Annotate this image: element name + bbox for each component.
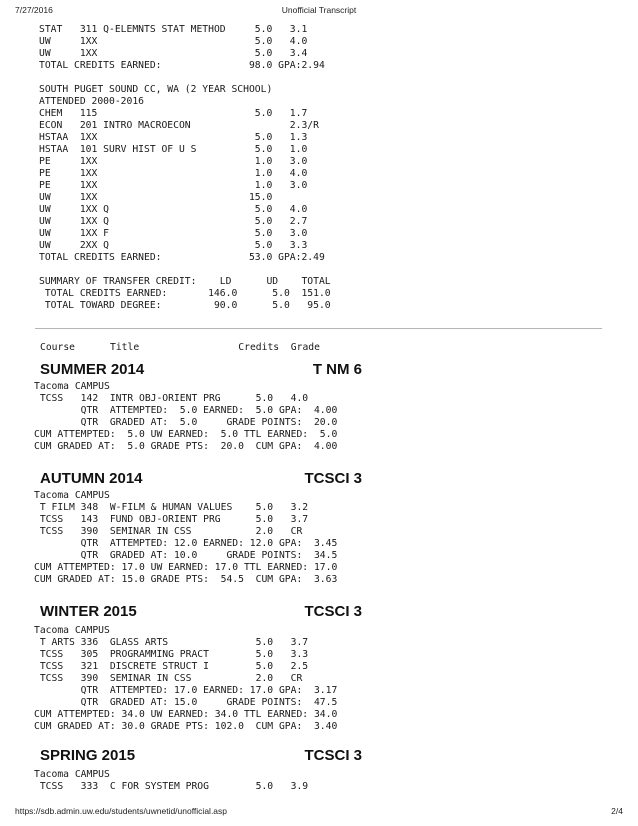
quarter-block-winter-2015: Tacoma CAMPUS T ARTS 336 GLASS ARTS 5.0 3.7 TCSS 305 PROGRAMMING PRACT 5.0 3.3 TCSS 321 DISCRETE STRUCT I 5.0 2.5 TCSS 390 SEMINAR IN CSS 2.0 CR QTR ATTEMPTED: 17.0 EARNED: 17.0 GPA: 3.17 QTR GRADED AT: 15.0 GRADE POINTS: 47.5 CUM ATTEMPTED: 34.0 UW EARNED: 34.0 TTL EARNED: 34.0 CUM GRADED AT: 30.0 GRADE PTS: 102.0 CUM GPA: 3.40 bbox=[34, 625, 338, 732]
quarter-major: TCSCI 3 bbox=[304, 603, 362, 620]
print-footer bbox=[0, 806, 638, 818]
quarter-term: SUMMER 2014 bbox=[40, 361, 145, 378]
print-header bbox=[0, 5, 638, 17]
course-column-header: Course Title Credits Grade bbox=[40, 342, 320, 353]
quarter-heading-summer-2014 bbox=[40, 361, 362, 381]
quarter-term: AUTUMN 2014 bbox=[40, 470, 143, 487]
page-number: 2/4 bbox=[611, 806, 623, 816]
quarter-term: SPRING 2015 bbox=[40, 747, 136, 764]
quarter-major: TCSCI 3 bbox=[304, 747, 362, 764]
quarter-major: T NM 6 bbox=[312, 361, 362, 378]
quarter-block-autumn-2014: Tacoma CAMPUS T FILM 348 W-FILM & HUMAN VALUES 5.0 3.2 TCSS 143 FUND OBJ-ORIENT PRG 5.0 3.7 TCSS 390 SEMINAR IN CSS 2.0 CR QTR ATTEMPTED: 12.0 EARNED: 12.0 GPA: 3.45 QTR GRADED AT: 10.0 GRADE POINTS: 34.5 CUM ATTEMPTED: 17.0 UW EARNED: 17.0 TTL EARNED: 17.0 CUM GRADED AT: 15.0 GRADE PTS: 54.5 CUM GPA: 3.63 bbox=[34, 490, 338, 585]
transfer-credit-block: STAT 311 Q-ELEMNTS STAT METHOD 5.0 3.1 UW 1XX 5.0 4.0 UW 1XX 5.0 3.4 TOTAL CREDITS EARNED: 98.0 GPA:2.94 SOUTH PUGET SOUND CC, WA (2 YEAR SCHOOL) ATTENDED 2000-2016 CHEM 115 5.0 1.7 ECON 201 INTRO MACROECON 2.3/R HSTAA 1XX 5.0 1.3 HSTAA 101 SURV HIST OF U S 5.0 1.0 PE 1XX 1.0 3.0 PE 1XX 1.0 4.0 PE 1XX 1.0 3.0 UW 1XX 15.0 UW 1XX Q 5.0 4.0 UW 1XX Q 5.0 2.7 UW 1XX F 5.0 3.0 UW 2XX Q 5.0 3.3 TOTAL CREDITS EARNED: 53.0 GPA:2.49 SUMMARY OF TRANSFER CREDIT: LD UD TOTAL TOTAL CREDITS EARNED: 146.0 5.0 151.0 TOTAL TOWARD DEGREE: 90.0 5.0 95.0 bbox=[39, 24, 331, 311]
page-url-link[interactable]: https://sdb.admin.uw.edu/students/uwnetid/unofficial.asp bbox=[15, 806, 228, 816]
quarter-heading-winter-2015 bbox=[40, 603, 362, 623]
section-divider bbox=[35, 328, 602, 329]
quarter-heading-autumn-2014 bbox=[40, 470, 362, 490]
quarter-heading-spring-2015 bbox=[40, 747, 362, 767]
quarter-term: WINTER 2015 bbox=[40, 603, 137, 620]
quarter-block-spring-2015: Tacoma CAMPUS TCSS 333 C FOR SYSTEM PROG 5.0 3.9 bbox=[34, 769, 309, 792]
quarter-block-summer-2014: Tacoma CAMPUS TCSS 142 INTR OBJ-ORIENT PRG 5.0 4.0 QTR ATTEMPTED: 5.0 EARNED: 5.0 GPA: 4.00 QTR GRADED AT: 5.0 GRADE POINTS: 20.0 CUM ATTEMPTED: 5.0 UW EARNED: 5.0 TTL EARNED: 5.0 CUM GRADED AT: 5.0 GRADE PTS: 20.0 CUM GPA: 4.00 bbox=[34, 381, 338, 452]
quarter-major: TCSCI 3 bbox=[304, 470, 362, 487]
print-title: Unofficial Transcript bbox=[281, 5, 357, 15]
print-date: 7/27/2016 bbox=[15, 5, 53, 15]
